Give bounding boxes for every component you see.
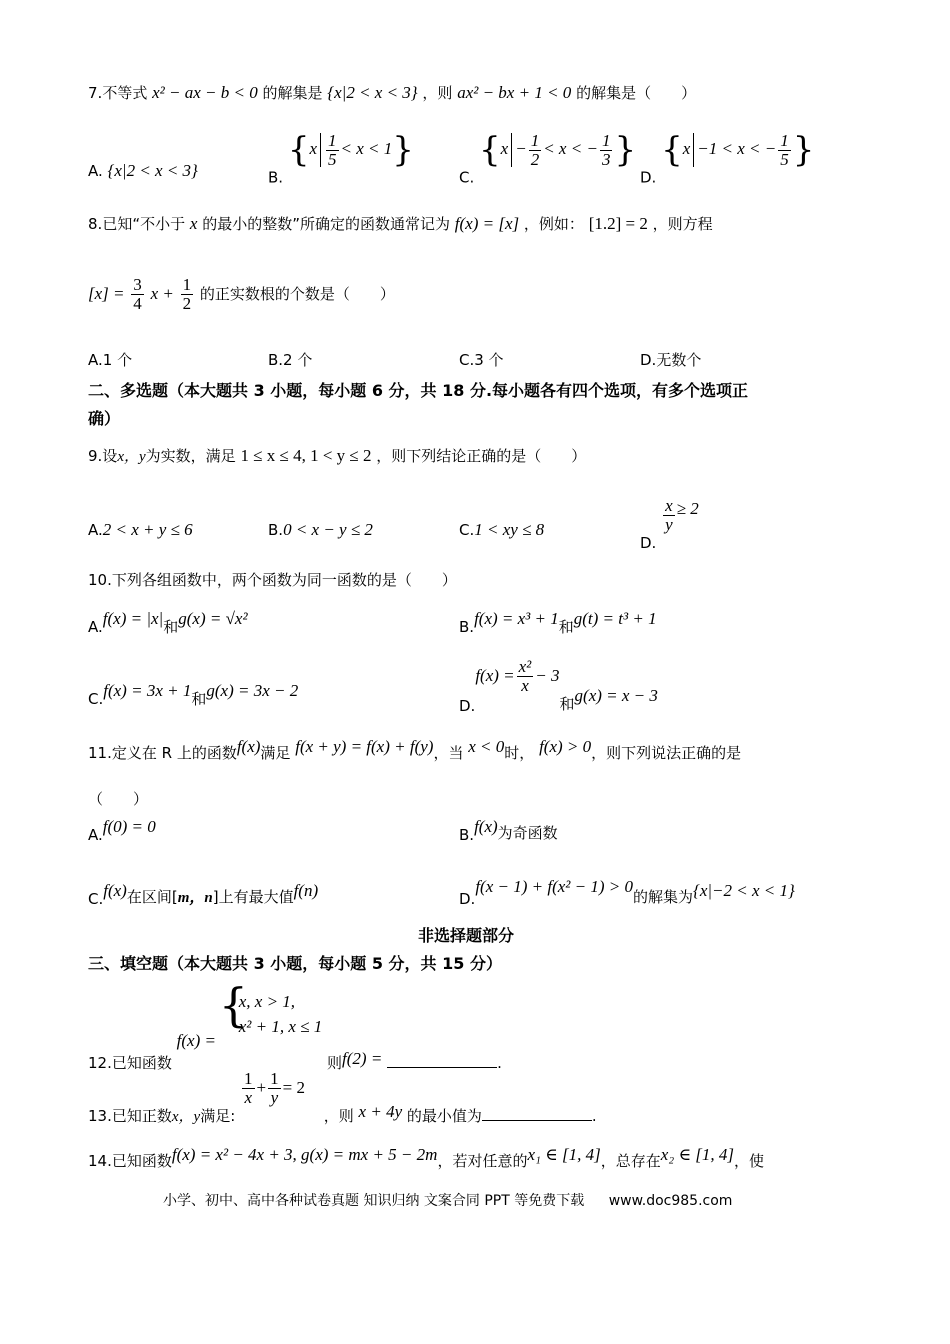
q11-option-c-fn: f(n) (293, 881, 319, 900)
q11-option-b-label: B. (459, 826, 475, 844)
q11-text1: 11.定义在 R 上的函数 (88, 744, 237, 762)
q9-vars: x，y (117, 449, 146, 465)
q11-option-d-set: {x|−2 < x < 1} (693, 881, 795, 900)
q8-eq-num2: 1 (182, 275, 192, 294)
q10-option-d-label: D. (459, 696, 476, 715)
footer-site-link[interactable]: www.doc985.com (608, 1193, 733, 1209)
q7-text2: 的解集是 (262, 84, 323, 102)
q10-option-d-and: 和 (559, 694, 575, 713)
q7-option-d-den: 5 (780, 149, 789, 169)
q9-option-a-value: 2 < x + y ≤ 6 (102, 520, 193, 539)
q12-case2: x² + 1, x ≤ 1 (238, 1017, 323, 1037)
q11-option-a-value: f(0) = 0 (102, 817, 156, 836)
q14-text3: ，总存在 (600, 1152, 661, 1170)
q10-option-c (88, 682, 298, 707)
q13-den1: x (244, 1087, 253, 1107)
q7-option-d-var: x (682, 139, 691, 159)
q9-option-c (459, 521, 544, 538)
q7-option-c: C. {x − $\frac{1}{2}$ < x < − $\frac{1}{3}$ } (459, 130, 637, 187)
q10-option-c-f: f(x) = 3x + 1 (103, 681, 192, 700)
q11-option-b-text: 为奇函数 (497, 824, 558, 842)
q7-option-c-num2: 1 (601, 131, 611, 150)
q11-option-d-label: D. (459, 890, 476, 908)
q10-option-c-label: C. (88, 690, 104, 708)
q11-option-c-text2: ]上有最大值 (212, 888, 294, 906)
q7-option-c-num1: 1 (530, 131, 540, 150)
q7-ineq2: ax² − bx + 1 < 0 (457, 83, 572, 102)
q8-example: [1.2] = 2 (588, 214, 648, 233)
q8-eq-den2: 2 (182, 293, 192, 313)
q8-text2: 的最小的整数”所确定的函数通常记为 (202, 215, 450, 233)
q10-option-d-lhs: f(x) = (475, 665, 515, 685)
q13-vars: x，y (171, 1108, 201, 1125)
q11-text3: ，当 (433, 744, 464, 762)
q12-f-lhs: f(x) = (176, 1031, 216, 1051)
q12-text1: 12.已知函数 (88, 1054, 172, 1073)
q14-text2: ，若对任意的 (437, 1152, 528, 1170)
q12-f2: f(2) = (342, 1049, 383, 1069)
q9-condition: 1 ≤ x ≤ 4, 1 < y ≤ 2 (240, 446, 372, 465)
q10-option-a-label: A. (88, 618, 103, 636)
q7-ineq1: x² − ax − b < 0 (152, 83, 258, 102)
q7-stem (88, 84, 696, 101)
q7-option-a-label: A. (88, 162, 103, 180)
q12-answer-blank[interactable] (387, 1067, 497, 1068)
q13-plus: + (256, 1077, 267, 1097)
q8-text4: ，则方程 (652, 215, 713, 233)
q9-option-a (88, 521, 193, 538)
q7-option-b: B. {x $\frac{1}{5}$ < x < 1} (268, 130, 414, 187)
q11-option-d-ineq: f(x − 1) + f(x² − 1) > 0 (475, 877, 633, 896)
footer-text: 小学、初中、高中各种试卷真题 知识归纳 文案合同 PPT 等免费下载 (163, 1193, 585, 1209)
q12-end: . (497, 1054, 502, 1073)
q11-option-a (88, 818, 156, 843)
q11-fx: f(x) (236, 737, 261, 756)
q7-option-c-var: x (500, 139, 509, 159)
q7-option-d-num: 1 (780, 131, 789, 150)
q7-text3: ，则 (422, 84, 453, 102)
q11-option-a-label: A. (88, 826, 103, 844)
q11-option-d (459, 878, 795, 907)
q11-text4: 时， (504, 744, 535, 762)
q13-text1: 13.已知正数 (88, 1106, 172, 1125)
q7-option-b-var: x (309, 139, 318, 159)
q8-text1: 已知“不小于 (102, 215, 186, 233)
q10-option-b-label: B. (459, 618, 475, 636)
q10-option-b-g: g(t) = t³ + 1 (573, 609, 657, 628)
q13-num1: 1 (244, 1069, 253, 1088)
q11-relation: f(x + y) = f(x) + f(y) (295, 737, 434, 756)
q7-option-d-mid: −1 < x < − (697, 139, 777, 159)
q12-text2: 则 (327, 1054, 343, 1073)
q7-option-b-den: 5 (328, 149, 337, 169)
q10-option-a-f: f(x) = |x| (102, 609, 164, 628)
q9-stem (88, 447, 586, 465)
q9-option-a-label: A. (88, 521, 103, 539)
q9-text2: 为实数，满足 (145, 447, 236, 465)
q11-option-d-text: 的解集为 (633, 888, 694, 906)
q8-text5: 的正实数根的个数是（ ） (199, 284, 395, 303)
q9-option-d-label: D. (640, 533, 657, 552)
q8-eq-den1: 4 (133, 293, 142, 313)
q13-answer-blank[interactable] (482, 1120, 592, 1121)
q7-option-a (88, 162, 198, 179)
q11-condition: x < 0 (468, 737, 505, 756)
q9-option-d-rel: ≥ 2 (676, 498, 699, 518)
q11-text5: ，则下列说法正确的是 (591, 744, 742, 762)
q14 (88, 1146, 764, 1169)
q10-option-c-g: g(x) = 3x − 2 (206, 681, 299, 700)
q10-option-d-g: g(x) = x − 3 (574, 685, 658, 705)
q7-option-d-label: D. (640, 168, 657, 187)
q10-option-b (459, 610, 657, 635)
q14-x1: x₁ ∈ [1, 4] (527, 1145, 601, 1164)
q7-option-c-den1: 2 (530, 149, 540, 169)
q8-eq-mid: x + (150, 283, 174, 303)
q7-option-a-value: {x|2 < x < 3} (107, 161, 198, 180)
q11-result: f(x) > 0 (539, 737, 592, 756)
q9-option-b (268, 521, 373, 538)
q7-text4: 的解集是（ ） (576, 84, 697, 102)
q14-text1: 14.已知函数 (88, 1152, 172, 1170)
q8-stem (88, 215, 713, 232)
q7-option-c-mid: < x < (543, 139, 583, 159)
q13-eq: = 2 (282, 1077, 305, 1097)
q10-option-d-tail: − 3 (535, 665, 560, 685)
q9-option-c-label: C. (459, 521, 475, 539)
q11-stem (88, 738, 741, 761)
q10-option-d (459, 658, 658, 714)
q9-text3: ，则下列结论正确的是（ ） (376, 447, 587, 465)
q8-num: 8. (88, 215, 103, 233)
q8-option-d: D.无数个 (640, 351, 702, 369)
q7-option-b-post: < x < 1 (340, 139, 393, 159)
q9-text1: 9.设 (88, 447, 118, 465)
q11-option-b (459, 818, 558, 843)
q13-den2: y (270, 1087, 279, 1107)
q7-option-c-den2: 3 (601, 149, 611, 169)
q11-option-c-f: f(x) (103, 881, 127, 900)
q9-option-d (640, 497, 699, 551)
q10-option-a (88, 610, 248, 635)
q13-text4: 的最小值为 (406, 1106, 482, 1125)
q8-option-b: B.2 个 (268, 351, 313, 369)
q9-option-b-label: B. (268, 521, 284, 539)
q10-option-a-and: 和 (163, 618, 179, 636)
q11-text2: 满足 (260, 744, 291, 762)
q8-eq-lhs: [x] = (88, 283, 125, 303)
q7-set1: {x|2 < x < 3} (327, 83, 418, 102)
q8-option-c: C.3 个 (459, 351, 504, 369)
q8-eq-num1: 3 (133, 275, 142, 294)
q11-option-c-label: C. (88, 890, 104, 908)
q12-case1: x, x > 1, (238, 992, 296, 1011)
q7-num: 7. (88, 84, 103, 102)
q14-text4: ，使 (734, 1152, 765, 1170)
q13-num2: 1 (270, 1069, 279, 1088)
section-3-heading: 三、填空题（本大题共 3 小题，每小题 5 分，共 15 分） (88, 954, 502, 973)
q9-option-d-num: x (665, 496, 673, 515)
q11-option-c (88, 882, 318, 907)
q7-option-d: D. {x −1 < x < − $\frac{1}{5}$ } (640, 130, 815, 187)
q9-option-b-value: 0 < x − y ≤ 2 (283, 520, 373, 539)
q14-x2: x₂ ∈ [1, 4] (660, 1145, 735, 1164)
q7-option-b-label: B. (268, 168, 284, 187)
q13-text3: ，则 (323, 1106, 354, 1125)
q10-option-d-den: x (521, 675, 529, 695)
q13-expr: x + 4y (358, 1101, 403, 1121)
q8-function: f(x) = [x] (454, 214, 520, 233)
q10-option-b-and: 和 (558, 618, 574, 636)
q7-option-c-label: C. (459, 168, 475, 187)
q13-text2: 满足: (200, 1106, 236, 1125)
footer (163, 1194, 732, 1208)
q9-option-c-value: 1 < xy ≤ 8 (474, 520, 545, 539)
q10-stem: 10.下列各组函数中，两个函数为同一函数的是（ ） (88, 571, 457, 589)
q14-functions: f(x) = x² − 4x + 3, g(x) = mx + 5 − 2m (171, 1145, 438, 1164)
q7-option-b-num: 1 (328, 131, 337, 150)
section-2-heading: 二、多选题（本大题共 3 小题，每小题 6 分，共 18 分.每小题各有四个选项，有多个选项正 (88, 381, 749, 400)
q12: 12.已知函数 f(x) = { x, x > 1, x² + 1, x ≤ 1 则f(2) = . (88, 978, 502, 1073)
q13 (88, 1069, 597, 1125)
q11-option-c-mn: m，n (177, 890, 213, 906)
q8-text3: ，例如： (523, 215, 584, 233)
q11-option-b-f: f(x) (474, 817, 498, 836)
q8-var: x (189, 214, 198, 233)
q13-end: . (591, 1106, 597, 1125)
q8-equation-line (88, 276, 395, 313)
q10-option-a-g: g(x) = √x² (178, 609, 248, 628)
q10-option-d-num: x² (518, 657, 532, 676)
part-title: 非选择题部分 (418, 926, 515, 945)
q9-option-d-den: y (665, 514, 673, 534)
q7-text1: 不等式 (102, 84, 148, 102)
q10-option-b-f: f(x) = x³ + 1 (474, 609, 559, 628)
q11-paren: （ ） (88, 790, 149, 808)
q11-option-c-text1: 在区间[ (126, 888, 178, 906)
q10-option-c-and: 和 (191, 690, 207, 708)
section-2-heading-cont: 确） (88, 409, 121, 428)
q8-option-a: A.1 个 (88, 351, 133, 369)
